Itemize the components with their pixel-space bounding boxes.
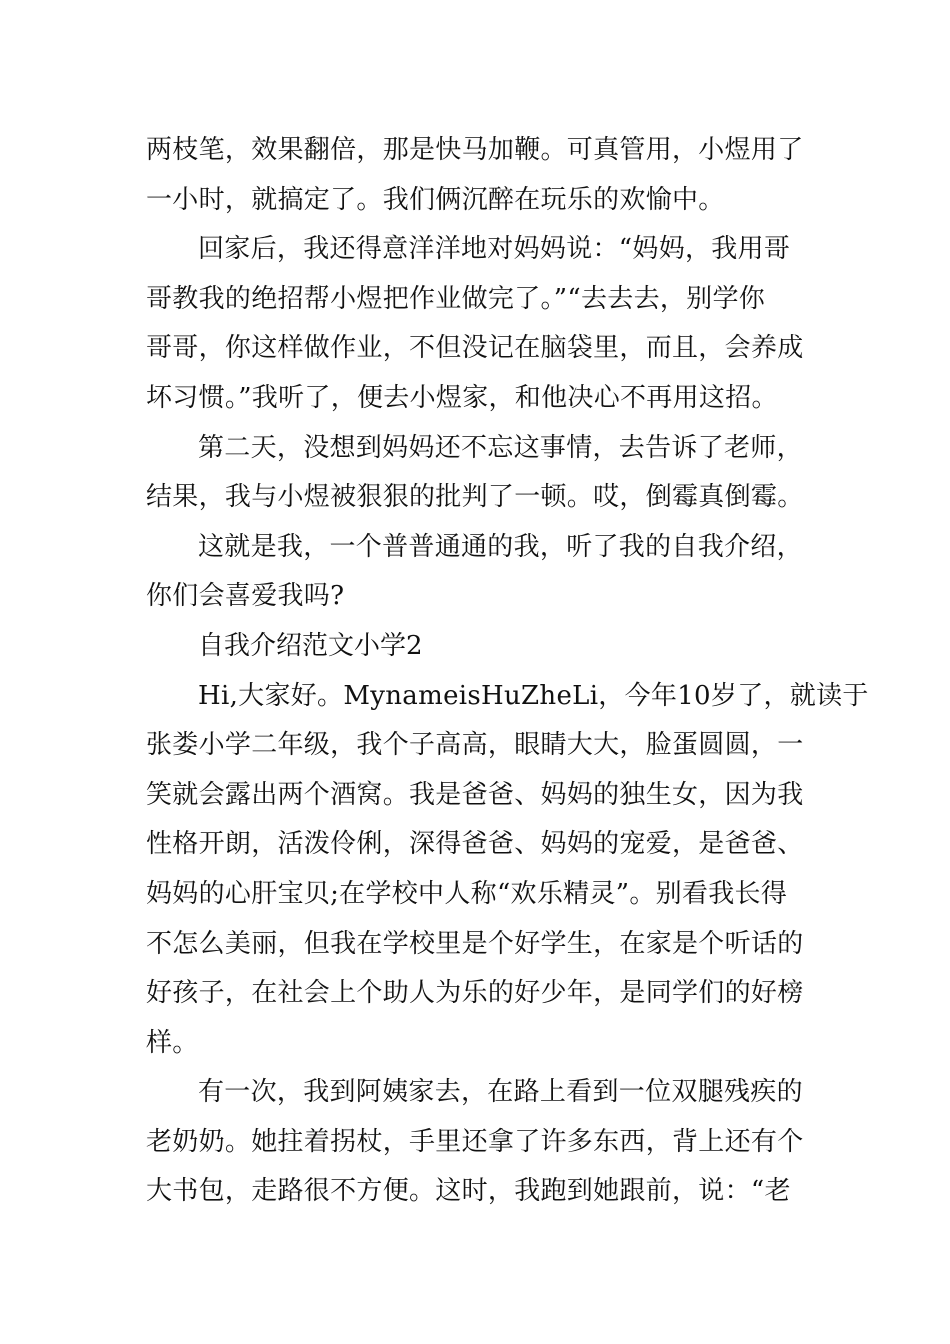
text-line: 哥教我的绝招帮小煜把作业做完了。”“去去去，别学你 (146, 283, 766, 314)
paragraph-continuation (146, 126, 806, 225)
text-line: 回家后，我还得意洋洋地对妈妈说：“妈妈，我用哥 (198, 234, 791, 265)
text-line: 妈妈的心肝宝贝;在学校中人称“欢乐精灵”。别看我长得 (146, 878, 788, 909)
text-line: Hi,大家好。MynameisHuZheLi，今年10岁了，就读于 (198, 680, 869, 711)
text-line: 样。 (146, 1027, 199, 1058)
section-heading: 自我介绍范文小学2 (198, 630, 423, 661)
text-line: 坏习惯。”我听了，便去小煜家，和他决心不再用这招。 (146, 382, 778, 413)
text-line: 一小时，就搞定了。我们俩沉醉在玩乐的欢愉中。 (146, 184, 725, 215)
text-line: 有一次，我到阿姨家去，在路上看到一位双腿残疾的 (198, 1077, 803, 1108)
paragraph-closing (146, 523, 806, 622)
text-line: 性格开朗，活泼伶俐，深得爸爸、妈妈的宠爱，是爸爸、 (146, 829, 804, 860)
paragraph-next-day (146, 424, 806, 523)
text-line: 不怎么美丽，但我在学校里是个好学生，在家是个听话的 (146, 928, 804, 959)
document-body (146, 126, 869, 1217)
text-line: 第二天，没想到妈妈还不忘这事情，去告诉了老师， (198, 432, 803, 463)
paragraph-return-home (146, 225, 806, 423)
text-line: 大书包，走路很不方便。这时，我跑到她跟前，说：“老 (146, 1176, 791, 1207)
text-line: 结果，我与小煜被狠狠的批判了一顿。哎，倒霉真倒霉。 (146, 482, 804, 513)
text-line: 这就是我，一个普普通通的我，听了我的自我介绍， (198, 531, 803, 562)
text-line: 笑就会露出两个酒窝。我是爸爸、妈妈的独生女，因为我 (146, 779, 804, 810)
text-line: 哥哥，你这样做作业，不但没记在脑袋里，而且，会养成 (146, 333, 804, 364)
paragraph-story (146, 1068, 806, 1217)
paragraph-introduction (146, 672, 869, 1069)
text-line: 你们会喜爱我吗? (146, 581, 345, 612)
text-line: 张娄小学二年级，我个子高高，眼睛大大，脸蛋圆圆，一 (146, 730, 804, 761)
text-line: 老奶奶。她拄着拐杖，手里还拿了许多东西，背上还有个 (146, 1126, 804, 1157)
text-line: 两枝笔，效果翻倍，那是快马加鞭。可真管用，小煜用了 (146, 135, 804, 165)
text-line: 好孩子，在社会上个助人为乐的好少年，是同学们的好榜 (146, 978, 804, 1009)
